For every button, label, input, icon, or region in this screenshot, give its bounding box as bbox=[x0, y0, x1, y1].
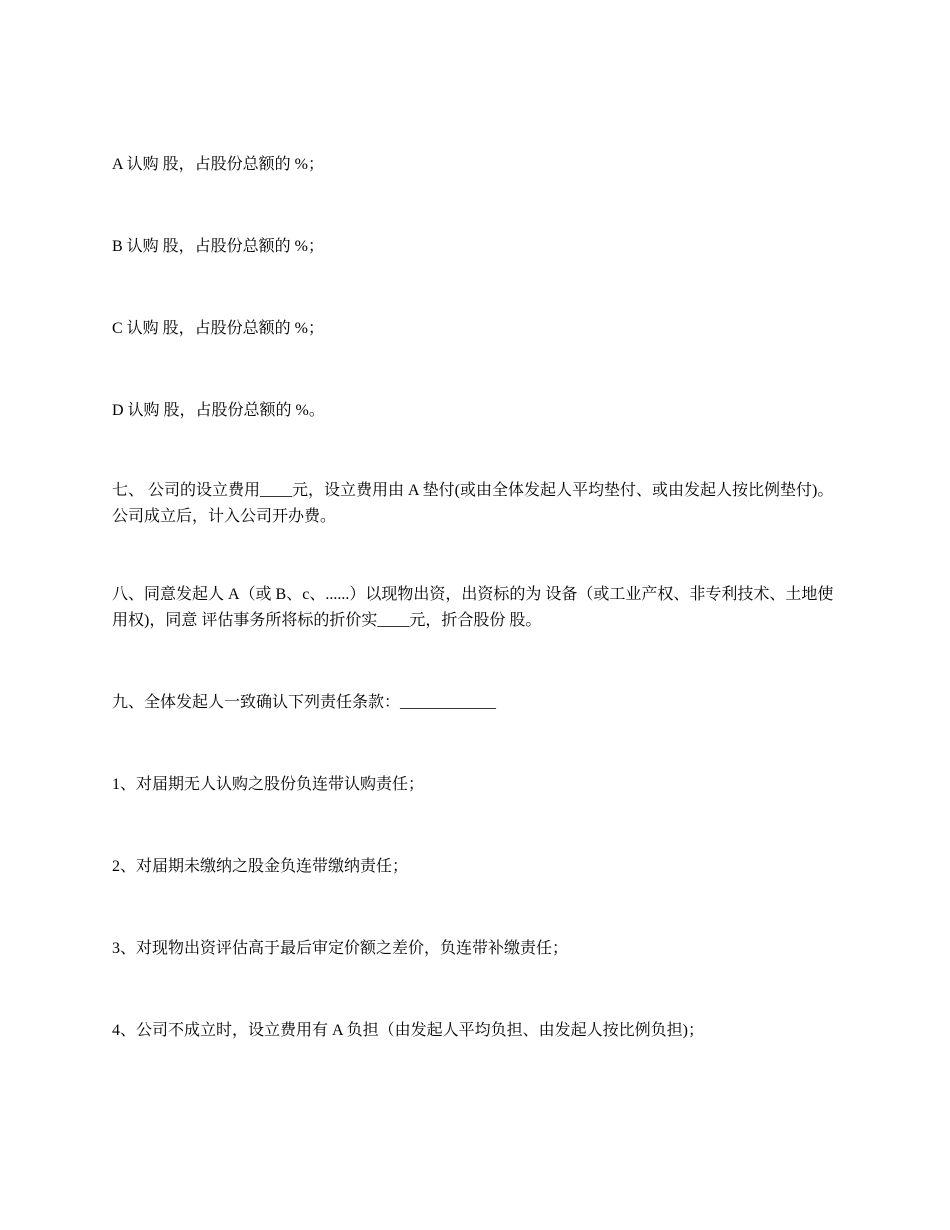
clause-eight-in-kind-contribution: 八、同意发起人 A（或 B、c、......）以现物出资，出资标的为 设备（或工业产权、非专利技术、土地使用权)，同意 评估事务所将标的折价实____元，折合股份 股。 bbox=[112, 586, 834, 629]
subscription-line-d: D 认购 股，占股份总额的 %。 bbox=[112, 402, 325, 419]
liability-item-1: 1、对届期无人认购之股份负连带认购责任； bbox=[112, 776, 425, 793]
subscription-line-b: B 认购 股，占股份总额的 %； bbox=[112, 238, 325, 255]
subscription-line-c: C 认购 股，占股份总额的 %； bbox=[112, 320, 325, 337]
subscription-line-a: A 认购 股，占股份总额的 %； bbox=[112, 156, 325, 173]
clause-seven-setup-fee: 七、 公司的设立费用____元，设立费用由 A 垫付(或由全体发起人平均垫付、或由发起人按比例垫付)。公司成立后，计入公司开办费。 bbox=[112, 482, 834, 525]
liability-item-4: 4、公司不成立时，设立费用有 A 负担（由发起人平均负担、由发起人按比例负担)； bbox=[112, 1022, 705, 1039]
liability-item-3: 3、对现物出资评估高于最后审定价额之差价，负连带补缴责任； bbox=[112, 940, 569, 957]
clause-nine-liability-intro: 九、全体发起人一致确认下列责任条款：____________ bbox=[112, 694, 497, 711]
liability-item-2: 2、对届期未缴纳之股金负连带缴纳责任； bbox=[112, 858, 409, 875]
